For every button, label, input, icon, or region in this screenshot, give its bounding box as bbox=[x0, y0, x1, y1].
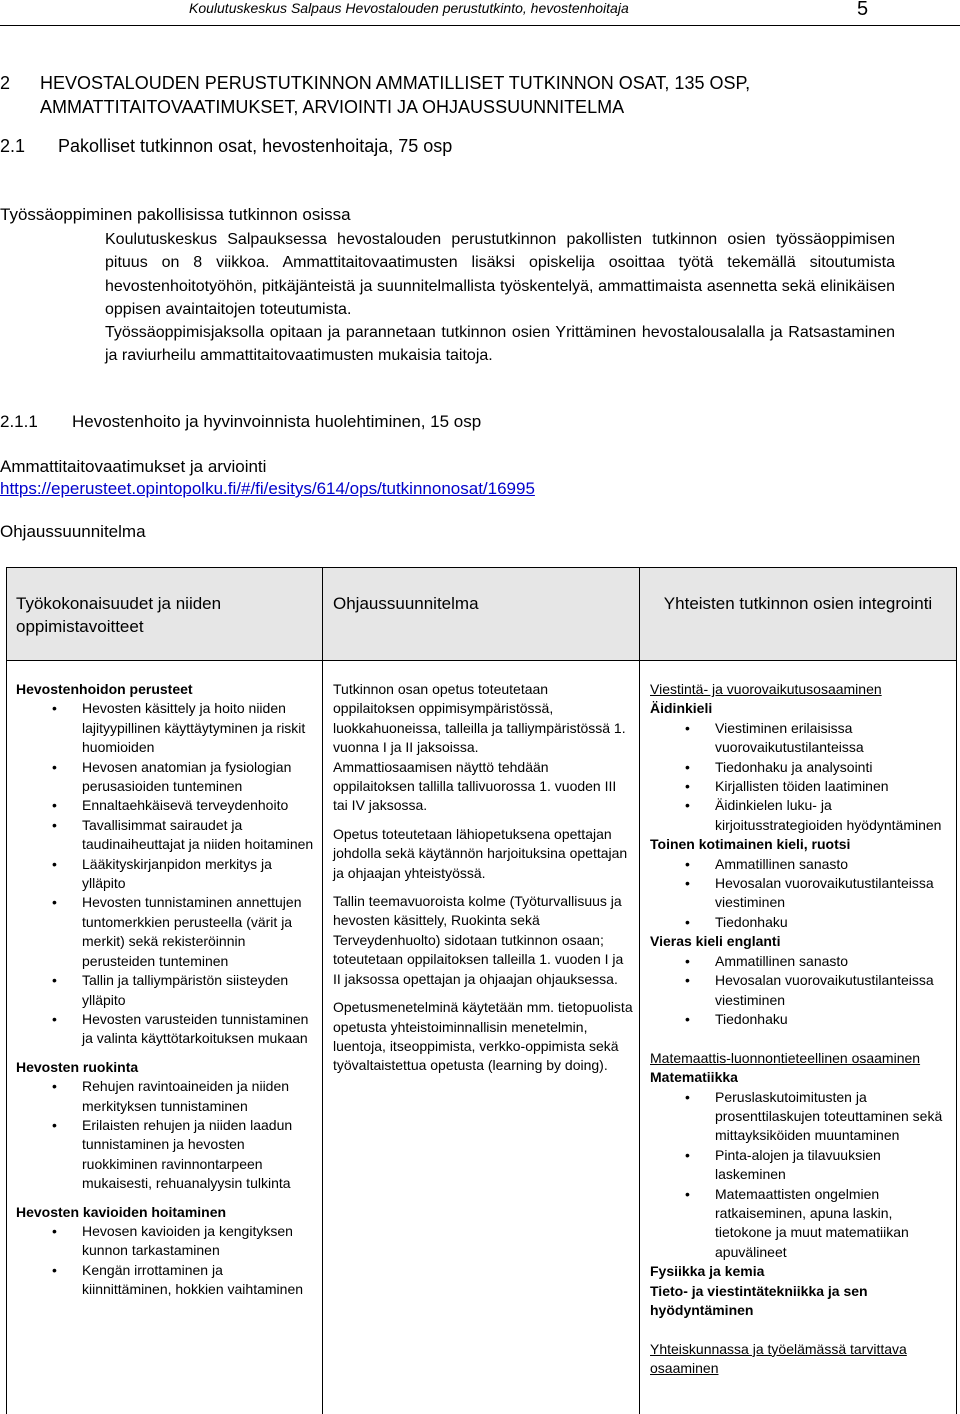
list-item: • Kirjallisten töiden laatiminen bbox=[650, 777, 950, 796]
list-finnish bbox=[650, 719, 950, 835]
list-item: • Tallin ja talliympäristön siisteyden ylläpito bbox=[16, 971, 316, 1010]
list-item: • Äidinkielen luku- ja kirjoitusstrategioiden hyödyntäminen bbox=[650, 796, 950, 835]
chapter-heading bbox=[0, 71, 750, 119]
table-col-guidance-plan bbox=[333, 680, 633, 1076]
requirements-label: Ammattitaitovaatimukset ja arviointi bbox=[0, 457, 267, 476]
list-item: • Hevosten käsittely ja hoito niiden lajityypillinen käyttäytyminen ja riskit huomioiden bbox=[16, 699, 316, 757]
integration-sub-finnish: Äidinkieli bbox=[650, 700, 713, 717]
subsection-title: Hevostenhoito ja hyvinvoinnista huolehtiminen, 15 osp bbox=[72, 412, 482, 431]
integration-sub-physics: Fysiikka ja kemia bbox=[650, 1263, 765, 1280]
section-title: Pakolliset tutkinnon osat, hevostenhoitaja, 75 osp bbox=[58, 136, 453, 156]
table-header-col1: Työkokonaisuudet ja niiden oppimistavoitteet bbox=[16, 594, 222, 636]
list-item: • Erilaisten rehujen ja niiden laadun tunnistaminen ja hevosten ruokkiminen ravinnontarpeen mukaisesti, rehuanalyysin tulkinta bbox=[16, 1116, 316, 1194]
group-title-feeding: Hevosten ruokinta bbox=[16, 1058, 139, 1075]
list-item: • Rehujen ravintoaineiden ja niiden merkityksen tunnistaminen bbox=[16, 1077, 316, 1116]
requirements-link[interactable]: https://eperusteet.opintopolku.fi/#/fi/esitys/614/ops/tutkinnonosat/16995 bbox=[0, 479, 535, 498]
header-rule bbox=[0, 25, 960, 26]
integration-sub-swedish: Toinen kotimainen kieli, ruotsi bbox=[650, 836, 851, 853]
subsection-number: 2.1.1 bbox=[0, 412, 38, 431]
chapter-title-line1: HEVOSTALOUDEN PERUSTUTKINNON AMMATILLISET TUTKINNON OSAT, 135 OSP, bbox=[40, 73, 751, 93]
integration-sub-ict: Tieto- ja viestintätekniikka ja sen hyödyntäminen bbox=[650, 1282, 868, 1318]
section-heading bbox=[0, 136, 452, 157]
table-divider-1 bbox=[322, 567, 323, 1414]
group-title-basics: Hevostenhoidon perusteet bbox=[16, 681, 193, 697]
plan-paragraph-5: Opetusmenetelminä käytetään mm. tietopuolista opetusta yhteistoiminnallisin menetelmin, luentoja, itseoppimista, verkko-oppimista sekä työvaltaistettua opetusta (learning by doing). bbox=[333, 999, 633, 1074]
table-header-col2: Ohjaussuunnitelma bbox=[333, 594, 479, 613]
list-feeding bbox=[16, 1077, 316, 1193]
list-math bbox=[650, 1088, 950, 1263]
list-basics bbox=[16, 699, 316, 1048]
workplace-paragraph-2: Työssäoppimisjaksolla opitaan ja parannetaan tutkinnon osien Yrittäminen hevostalousalalla ja Ratsastaminen ja raviurheilu ammattitaitovaatimusten mukaisia taitoja. bbox=[105, 324, 895, 365]
table-header-col3: Yhteisten tutkinnon osien integrointi bbox=[663, 594, 933, 613]
list-item: • Hevosen anatomian ja fysiologian perusasioiden tunteminen bbox=[16, 758, 316, 797]
group-title-hooves: Hevosten kavioiden hoitaminen bbox=[16, 1203, 227, 1220]
list-english bbox=[650, 952, 950, 1030]
list-item: • Tavallisimmat sairaudet ja taudinaiheuttajat ja niiden hoitaminen bbox=[16, 816, 316, 855]
list-item: • Peruslaskutoimitusten ja prosenttilaskujen toteuttaminen sekä mittayksiköiden muuntaminen bbox=[650, 1088, 950, 1146]
table-border-right bbox=[956, 567, 957, 1414]
table-col-work-units bbox=[16, 680, 316, 1300]
list-item: • Hevosalan vuorovaikutustilanteissa viestiminen bbox=[650, 874, 950, 913]
chapter-number: 2 bbox=[0, 73, 11, 93]
table-divider-2 bbox=[639, 567, 640, 1414]
table-col-integration bbox=[650, 680, 950, 1379]
list-item: • Tiedonhaku bbox=[650, 1010, 950, 1029]
plan-heading: Ohjaussuunnitelma bbox=[0, 522, 146, 541]
list-item: • Hevosen kavioiden ja kengityksen kunnon tarkastaminen bbox=[16, 1222, 316, 1261]
list-item: • Pinta-alojen ja tilavuuksien laskeminen bbox=[650, 1146, 950, 1185]
workplace-heading: Työssäoppiminen pakollisissa tutkinnon osissa bbox=[0, 205, 351, 224]
list-item: • Hevosten varusteiden tunnistaminen ja valinta käyttötarkoituksen mukaan bbox=[16, 1010, 316, 1049]
running-header: Koulutuskeskus Salpaus Hevostalouden perustutkinto, hevostenhoitaja bbox=[189, 0, 629, 16]
list-item: • Kengän irrottaminen ja kiinnittäminen, hokkien vaihtaminen bbox=[16, 1261, 316, 1300]
plan-paragraph-2: Ammattiosaamisen näyttö tehdään oppilaitoksen tallilla tallivuorossa 1. vuoden III tai IV jaksossa. bbox=[333, 758, 617, 814]
list-item: • Viestiminen erilaisissa vuorovaikutustilanteissa bbox=[650, 719, 950, 758]
list-item: • Tiedonhaku bbox=[650, 913, 950, 932]
page-number: 5 bbox=[857, 0, 869, 20]
table-border-left bbox=[6, 567, 7, 1414]
list-item: • Matemaattisten ongelmien ratkaiseminen, apuna laskin, tietokone ja muut matematiikan apuvälineet bbox=[650, 1185, 950, 1263]
workplace-text bbox=[105, 228, 895, 368]
integration-title-society: Yhteiskunnassa ja työelämässä tarvittava osaaminen bbox=[650, 1340, 907, 1377]
requirements-block bbox=[0, 456, 535, 500]
plan-paragraph-3: Opetus toteutetaan lähiopetuksena opettajan johdolla sekä käytännön harjoituksina opettajan ja ohjaajan yhteistyössä. bbox=[333, 825, 628, 881]
list-item: • Hevosalan vuorovaikutustilanteissa viestiminen bbox=[650, 971, 950, 1010]
plan-paragraph-4: Tallin teemavuoroista kolme (Työturvallisuus ja hevosten käsittely, Ruokinta sekä Terveydenhuolto) sidotaan tutkinnon osaan; toteutetaan oppilaitoksen talleilla 1. vuoden I ja II jaksossa opettajan ja ohjaajan ohjauksessa. bbox=[333, 893, 624, 987]
chapter-title-line2: AMMATTITAITOVAATIMUKSET, ARVIOINTI JA OHJAUSSUUNNITELMA bbox=[40, 97, 625, 117]
list-item: • Tiedonhaku ja analysointi bbox=[650, 758, 950, 777]
subsection-heading bbox=[0, 412, 481, 432]
integration-sub-english: Vieras kieli englanti bbox=[650, 933, 781, 950]
integration-title-communication: Viestintä- ja vuorovaikutusosaaminen bbox=[650, 681, 882, 697]
list-item: • Lääkityskirjanpidon merkitys ja ylläpito bbox=[16, 855, 316, 894]
list-swedish bbox=[650, 855, 950, 933]
section-number: 2.1 bbox=[0, 136, 26, 156]
list-item: • Ammatillinen sanasto bbox=[650, 952, 950, 971]
list-item: • Hevosten tunnistaminen annettujen tuntomerkkien perusteella (värit ja merkit) sekä rekisteröinnin perusteiden tunteminen bbox=[16, 893, 316, 971]
plan-paragraph-1: Tutkinnon osan opetus toteutetaan oppilaitoksen oppimisympäristössä, luokkahuoneissa, talleilla ja talliympäristössä 1. vuonna I ja II jaksoissa. bbox=[333, 681, 626, 756]
list-hooves bbox=[16, 1222, 316, 1300]
workplace-paragraph-1: Koulutuskeskus Salpauksessa hevostalouden perustutkinnon pakollisten tutkinnon osien työssäoppimisen pituus on 8 viikkoa. Ammattitaitovaatimusten lisäksi opiskelija osoittaa työtä tekemällä sitoutumista hevostenhoitotyöhön, pitkäjänteistä ja suunnitelmallista työskentelyä, ammattimaista asennetta sekä elinikäisen oppisen avaintaitojen toteutumista. bbox=[105, 231, 895, 318]
integration-sub-math: Matematiikka bbox=[650, 1069, 738, 1086]
integration-title-math-science: Matemaattis-luonnontieteellinen osaaminen bbox=[650, 1049, 921, 1066]
list-item: • Ammatillinen sanasto bbox=[650, 855, 950, 874]
list-item: • Ennaltaehkäisevä terveydenhoito bbox=[16, 796, 316, 815]
